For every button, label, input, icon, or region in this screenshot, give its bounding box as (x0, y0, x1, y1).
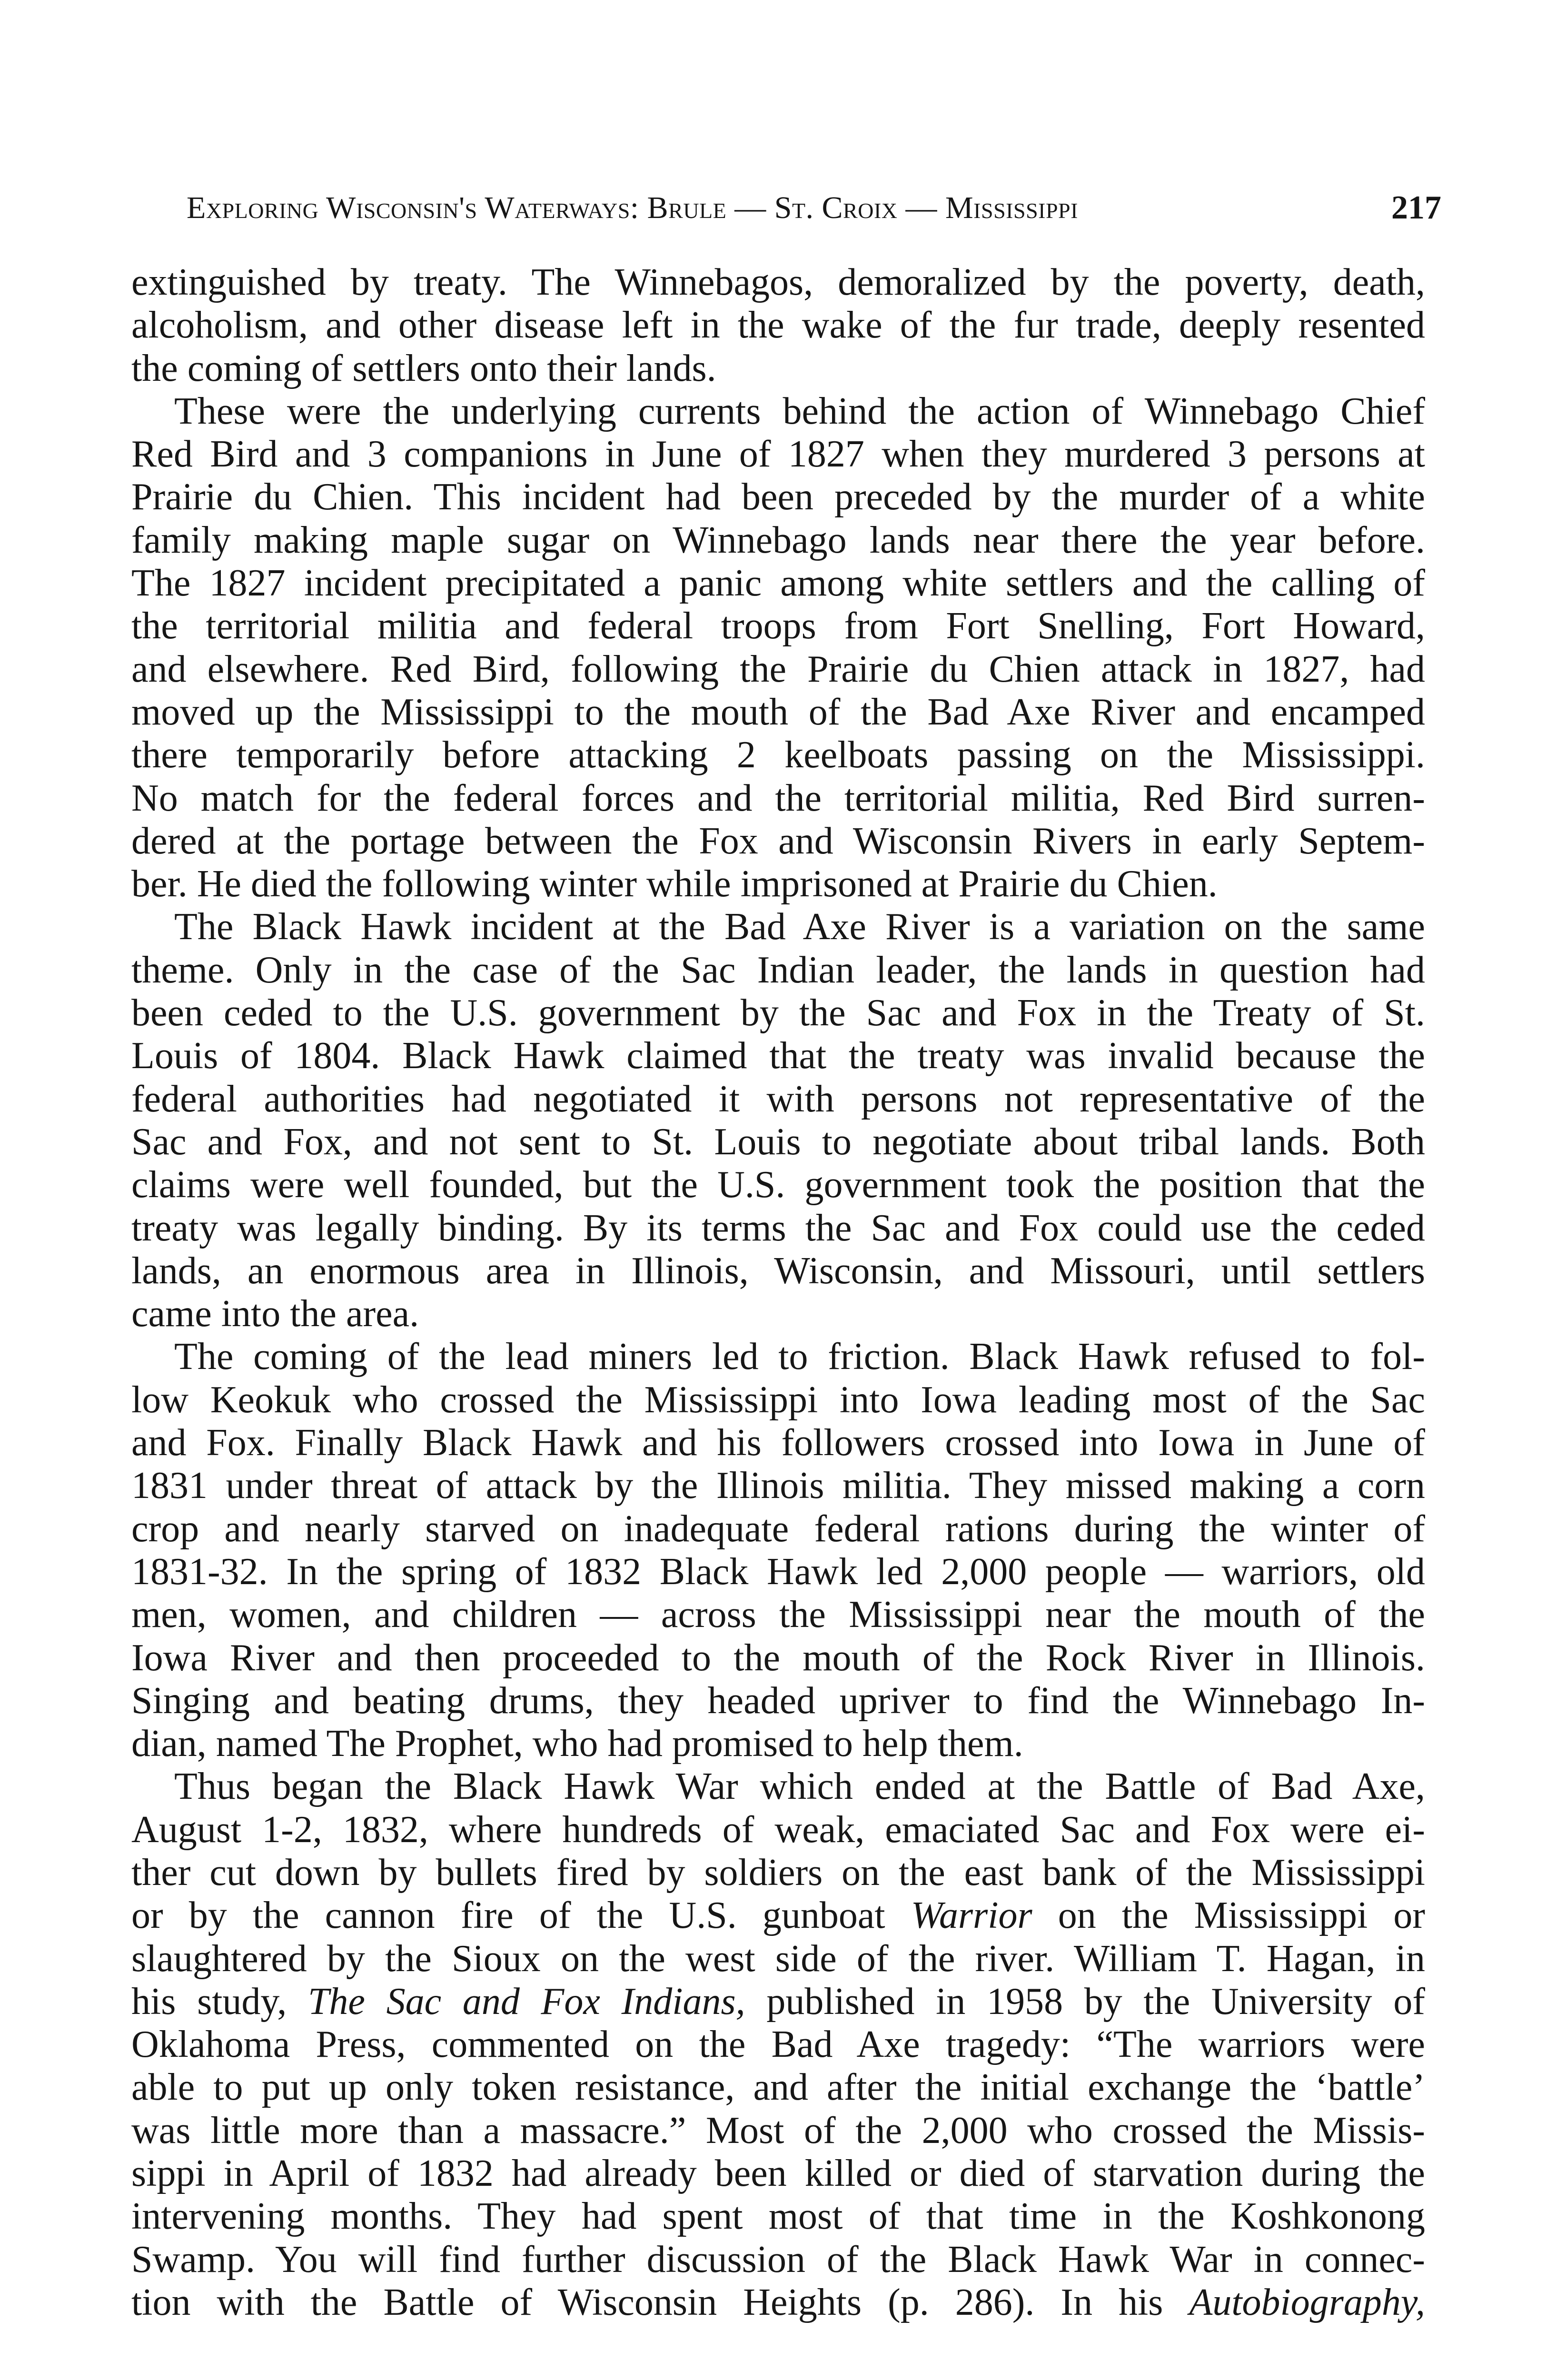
text-line: Thus began the Black Hawk War which ended at the Battle of Bad Axe, (174, 1765, 1425, 1808)
text-line: the coming of settlers onto their lands. (131, 347, 716, 389)
running-head (187, 182, 1441, 234)
text-line: Red Bird and 3 companions in June of 1827 when they murdered 3 persons at (131, 433, 1425, 476)
paragraph (131, 261, 1425, 390)
text-line: came into the area. (131, 1293, 419, 1335)
text-line: alcoholism, and other disease left in the wake of the fur trade, deeply resented (131, 304, 1425, 347)
text-line: 1831 under threat of attack by the Illinois militia. They missed making a corn (131, 1465, 1425, 1507)
text-line: 1831-32. In the spring of 1832 Black Hawk led 2,000 people — warriors, old (131, 1550, 1425, 1593)
text-line: tion with the Battle of Wisconsin Heights (p. 286). In his Autobiography, (131, 2281, 1425, 2323)
text-line: ther cut down by bullets fired by soldiers on the east bank of the Mississippi (131, 1851, 1425, 1894)
text-line: treaty was legally binding. By its terms the Sac and Fox could use the ceded (131, 1207, 1425, 1249)
text-line: claims were well founded, but the U.S. government took the position that the (131, 1164, 1425, 1206)
text-line: August 1-2, 1832, where hundreds of weak, emaciated Sac and Fox were ei- (131, 1808, 1425, 1851)
text-line: intervening months. They had spent most of that time in the Koshkonong (131, 2195, 1425, 2238)
italic-text: The Sac and Fox Indians, (307, 1980, 745, 2023)
text-line: slaughtered by the Sioux on the west side of the river. William T. Hagan, in (131, 1937, 1425, 1980)
paragraph (131, 1335, 1425, 1765)
text-line: The coming of the lead miners led to friction. Black Hawk refused to fol- (174, 1336, 1425, 1378)
text-line: These were the underlying currents behind the action of Winnebago Chief (174, 390, 1425, 432)
text-line: Louis of 1804. Black Hawk claimed that the treaty was invalid because the (131, 1035, 1425, 1077)
text-line: and Fox. Finally Black Hawk and his followers crossed into Iowa in June of (131, 1422, 1425, 1464)
running-title: Exploring Wisconsin's Waterways: Brule — St. Croix — Mississippi (187, 190, 1078, 225)
page-number: 217 (1391, 189, 1441, 226)
text-line: Swamp. You will find further discussion of the Black Hawk War in connec- (131, 2238, 1425, 2281)
text-line: Sac and Fox, and not sent to St. Louis to negotiate about tribal lands. Both (131, 1121, 1425, 1163)
text-line: family making maple sugar on Winnebago lands near there the year before. (131, 519, 1425, 561)
text-line: able to put up only token resistance, and after the initial exchange the ‘battle’ (131, 2066, 1425, 2109)
text-line: his study, The Sac and Fox Indians, published in 1958 by the University of (131, 1980, 1425, 2023)
text-line: the territorial militia and federal troops from Fort Snelling, Fort Howard, (131, 605, 1425, 647)
text-line: crop and nearly starved on inadequate federal rations during the winter of (131, 1507, 1425, 1550)
paragraph (131, 905, 1425, 1335)
text-line: sippi in April of 1832 had already been killed or died of starvation during the (131, 2152, 1425, 2195)
text-line: been ceded to the U.S. government by the Sac and Fox in the Treaty of St. (131, 992, 1425, 1034)
text-line: The Black Hawk incident at the Bad Axe River is a variation on the same (174, 906, 1425, 948)
text-line: Oklahoma Press, commented on the Bad Axe tragedy: “The warriors were (131, 2023, 1425, 2066)
text-line: was little more than a massacre.” Most of the 2,000 who crossed the Missis- (131, 2109, 1425, 2152)
text-line: or by the cannon fire of the U.S. gunboat Warrior on the Mississippi or (131, 1894, 1425, 1937)
body-text (131, 261, 1425, 2324)
text-line: theme. Only in the case of the Sac Indian leader, the lands in question had (131, 949, 1425, 991)
paragraph (131, 1765, 1425, 2324)
text-line: and elsewhere. Red Bird, following the Prairie du Chien attack in 1827, had (131, 648, 1425, 690)
italic-text: Warrior (911, 1894, 1032, 1937)
text-line: The 1827 incident precipitated a panic among white settlers and the calling of (131, 562, 1425, 605)
text-line: moved up the Mississippi to the mouth of the Bad Axe River and encamped (131, 691, 1425, 733)
text-line: Prairie du Chien. This incident had been preceded by the murder of a white (131, 476, 1425, 518)
text-line: federal authorities had negotiated it with persons not representative of the (131, 1078, 1425, 1120)
text-line: low Keokuk who crossed the Mississippi into Iowa leading most of the Sac (131, 1378, 1425, 1421)
italic-text: Autobiography, (1189, 2281, 1425, 2323)
text-line: men, women, and children — across the Mississippi near the mouth of the (131, 1594, 1425, 1636)
paragraph (131, 390, 1425, 906)
text-line: there temporarily before attacking 2 keelboats passing on the Mississippi. (131, 734, 1425, 776)
text-line: ber. He died the following winter while imprisoned at Prairie du Chien. (131, 863, 1218, 905)
text-line: dian, named The Prophet, who had promised to help them. (131, 1723, 1023, 1765)
text-line: lands, an enormous area in Illinois, Wisconsin, and Missouri, until settlers (131, 1250, 1425, 1292)
text-line: dered at the portage between the Fox and Wisconsin Rivers in early Septem- (131, 820, 1425, 862)
text-line: Iowa River and then proceeded to the mouth of the Rock River in Illinois. (131, 1636, 1425, 1679)
text-line: extinguished by treaty. The Winnebagos, demoralized by the poverty, death, (131, 261, 1425, 303)
text-line: Singing and beating drums, they headed upriver to find the Winnebago In- (131, 1679, 1425, 1722)
text-line: No match for the federal forces and the territorial militia, Red Bird surren- (131, 777, 1425, 819)
